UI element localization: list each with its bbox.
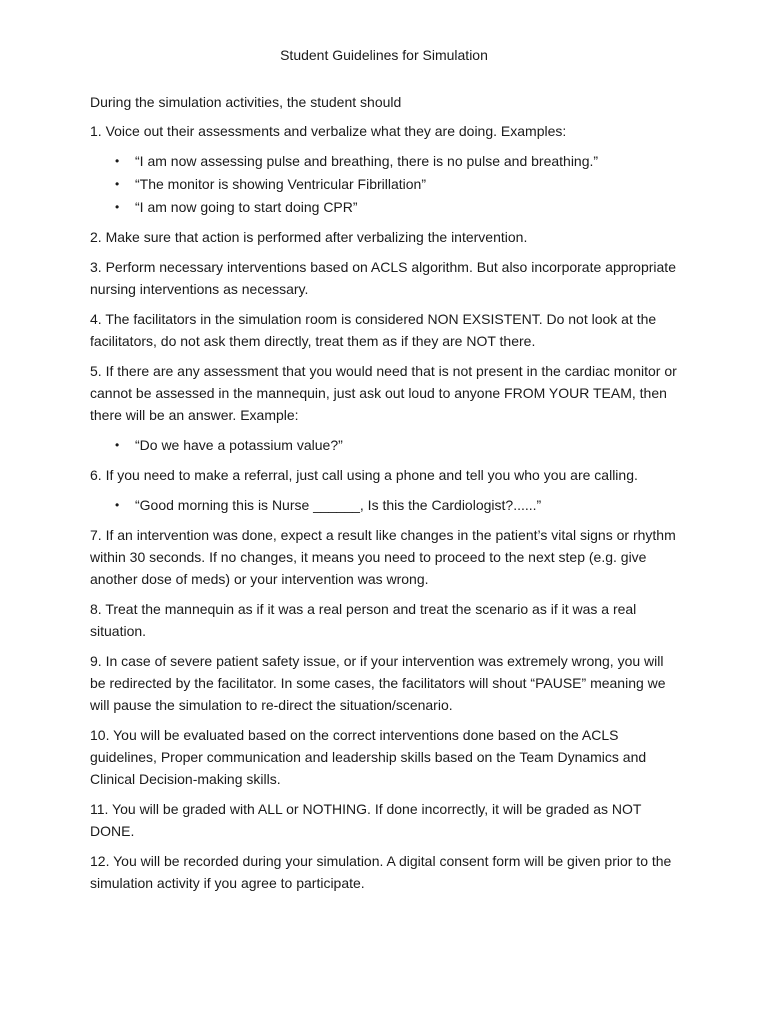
guideline-item-7: 7. If an intervention was done, expect a result like changes in the patient’s vital signs or rhythm within 30 seconds. If no changes, it means you need to proceed to the next step (e.g. give another dose of meds) or your intervention was wrong.	[90, 527, 676, 587]
document-title: Student Guidelines for Simulation	[280, 47, 488, 63]
guidelines-list	[90, 120, 678, 894]
guideline-item-4: 4. The facilitators in the simulation room is considered NON EXSISTENT. Do not look at the facilitators, do not ask them directly, treat them as if they are NOT there.	[90, 311, 657, 349]
example-list	[90, 494, 678, 517]
guideline-item-11: 11. You will be graded with ALL or NOTHING. If done incorrectly, it will be graded as NOT DONE.	[90, 801, 642, 839]
example-text: “Do we have a potassium value?”	[135, 437, 343, 453]
guideline-item-8: 8. Treat the mannequin as if it was a real person and treat the scenario as if it was a real situation.	[90, 601, 637, 639]
bullet-icon: •	[115, 438, 120, 452]
bullet-icon: •	[115, 200, 120, 214]
example-list-item	[90, 434, 678, 457]
example-text: “Good morning this is Nurse ______, Is this the Cardiologist?......”	[135, 497, 542, 513]
example-list-item	[90, 494, 678, 517]
guideline-item-9: 9. In case of severe patient safety issue, or if your intervention was extremely wrong, you will be redirected by the facilitator. In some cases, the facilitators will shout “PAUSE” meaning we will pause the simulation to re-direct the situation/scenario.	[90, 653, 666, 713]
guideline-item-2: 2. Make sure that action is performed after verbalizing the intervention.	[90, 229, 528, 245]
guideline-item-3: 3. Perform necessary interventions based on ACLS algorithm. But also incorporate appropriate nursing interventions as necessary.	[90, 259, 676, 297]
example-list-item	[90, 173, 678, 196]
bullet-icon: •	[115, 154, 120, 168]
example-text: “The monitor is showing Ventricular Fibrillation”	[135, 176, 426, 192]
example-text: “I am now assessing pulse and breathing, there is no pulse and breathing.”	[135, 153, 599, 169]
guideline-item-12: 12. You will be recorded during your simulation. A digital consent form will be given prior to the simulation activity if you agree to participate.	[90, 853, 672, 891]
guideline-item-10: 10. You will be evaluated based on the correct interventions done based on the ACLS guidelines, Proper communication and leadership skills based on the Team Dynamics and Clinical Decision-making skills.	[90, 727, 647, 787]
bullet-icon: •	[115, 498, 120, 512]
example-text: “I am now going to start doing CPR”	[135, 199, 358, 215]
bullet-icon: •	[115, 177, 120, 191]
example-list	[90, 150, 678, 219]
example-list-item	[90, 150, 678, 173]
guideline-item-5: 5. If there are any assessment that you would need that is not present in the cardiac monitor or cannot be assessed in the mannequin, just ask out loud to anyone FROM YOUR TEAM, then there will be an answer. Example:	[90, 363, 677, 423]
guideline-item-1: 1. Voice out their assessments and verbalize what they are doing. Examples:	[90, 123, 567, 139]
example-list	[90, 434, 678, 457]
guideline-item-6: 6. If you need to make a referral, just call using a phone and tell you who you are calling.	[90, 467, 638, 483]
example-list-item	[90, 196, 678, 219]
intro-text: During the simulation activities, the student should	[90, 94, 402, 110]
